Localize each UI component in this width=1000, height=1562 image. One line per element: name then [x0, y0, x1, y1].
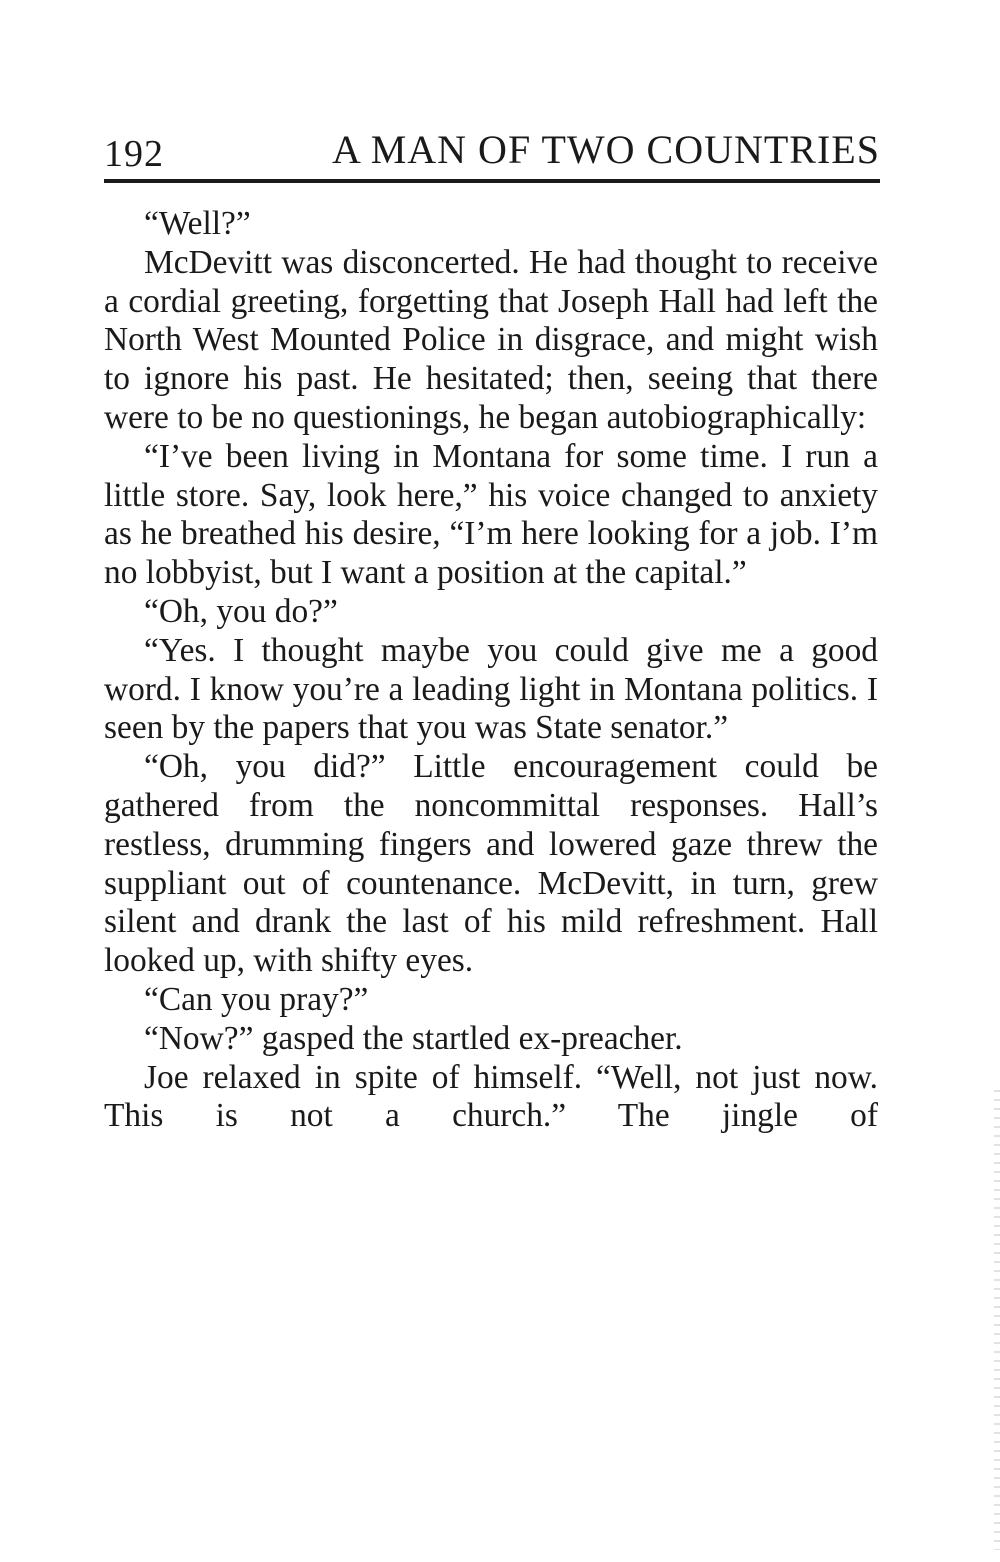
header-rule [104, 179, 880, 183]
page-number: 192 [104, 133, 164, 175]
paragraph: “Now?” gasped the startled ex-preacher. [144, 1019, 683, 1057]
scan-edge-marks [994, 1090, 1000, 1550]
body-text [104, 205, 878, 1136]
paragraph: “Oh, you did?” Little encouragement could be gathered from the noncommittal responses. Hall’s restless, drumming fingers and lowered gaze threw the suppliant out of countenance. McDevitt, in turn, grew silent and drank the last of his mild refreshment. Hall looked up, with shifty eyes. [104, 748, 878, 980]
page-header [104, 126, 880, 178]
paragraph: “Can you pray?” [144, 980, 369, 1018]
paragraph: McDevitt was disconcerted. He had thought to receive a cordial greeting, forgetting that Joseph Hall had left the North West Mounted Police in disgrace, and might wish to ignore his past. He hesitated; then, seeing that there were to be no questionings, he began autobiographically: [104, 243, 878, 436]
paragraph: “Well?” [144, 205, 251, 242]
paragraph: “I’ve been living in Montana for some time. I run a little store. Say, look here,” his voice changed to anxiety as he breathed his desire, “I’m here looking for a job. I’m no lobbyist, but I want a position at the capital.” [104, 437, 878, 592]
running-title: A MAN OF TWO COUNTRIES [332, 127, 880, 172]
paragraph: “Oh, you do?” [144, 592, 338, 630]
paragraph: “Yes. I thought maybe you could give me a good word. I know you’re a leading light in Montana politics. I seen by the papers that you was State senator.” [104, 631, 878, 747]
paragraph: Joe relaxed in spite of himself. “Well, not just now. This is not a church.” The jingle of [104, 1058, 878, 1135]
